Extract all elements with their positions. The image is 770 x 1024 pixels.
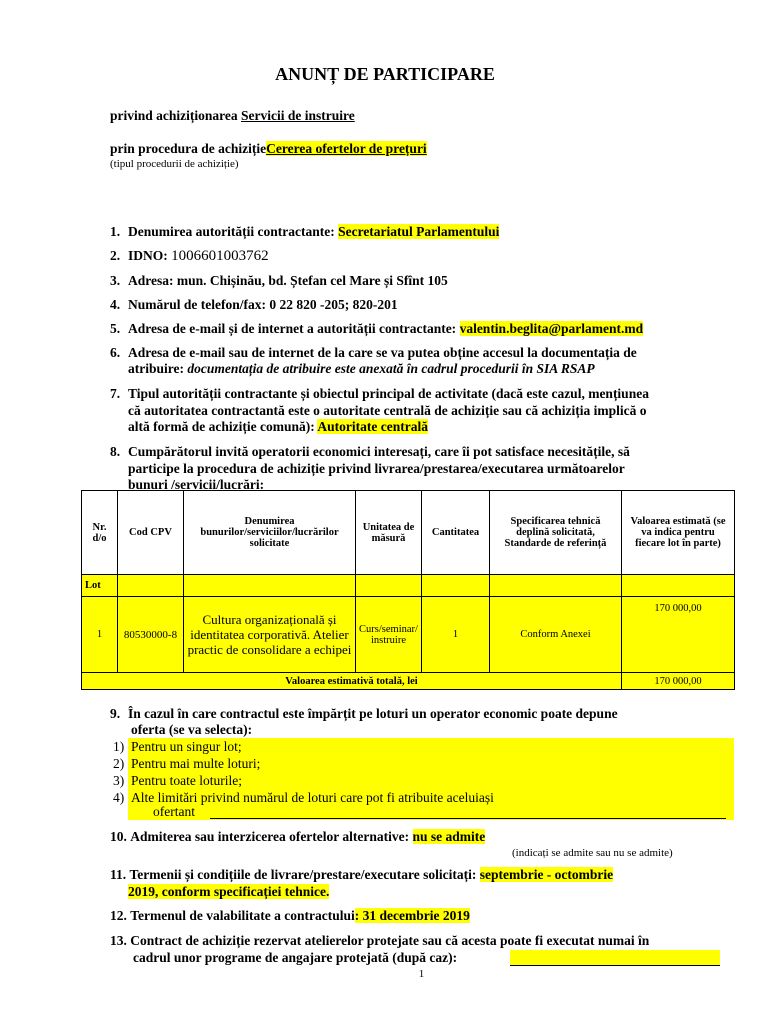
total-row — [82, 673, 735, 690]
item-6-line-2 — [128, 361, 595, 377]
item-8-line-1: 8. Cumpărătorul invită operatorii economici interesați, care îi pot satisface necesitățile, să — [110, 444, 630, 459]
item-8-line-2: participe la procedura de achiziție privind livrarea/prestarea/executarea următoarelor — [128, 461, 625, 476]
item-12-label: Termenul de valabilitate a contractului — [130, 908, 355, 923]
documentation-access: documentația de atribuire este anexată în cadrul procedurii în SIA RSAP — [187, 361, 595, 376]
item-7-text-1: Tipul autorității contractante și obiectul principal de activitate (dacă este cazul, mențiunea — [128, 386, 649, 401]
option-4-blank-line — [210, 818, 726, 819]
procedure-type-note: (tipul procedurii de achiziție) — [110, 158, 239, 170]
total-value: 170 000,00 — [622, 673, 735, 690]
intro-label-1: privind achiziționarea — [110, 108, 238, 123]
row-cpv: 80530000-8 — [118, 597, 184, 673]
total-label: Valoarea estimativă totală, lei — [82, 673, 622, 690]
header-cpv: Cod CPV — [118, 491, 184, 575]
item-11-line-1: 11. Termenii și condițiile de livrare/prestare/executare solicitați: septembrie - octombrie — [110, 867, 614, 882]
item-10-note: (indicați se admite sau nu se admite) — [512, 847, 673, 859]
item-8-line-3: bunuri /servicii/lucrări: — [128, 477, 265, 492]
item-13-line-1: 13. Contract de achiziție rezervat atelierelor protejate sau că acesta poate fi executat numai în — [110, 933, 650, 948]
table-header-row — [82, 491, 735, 575]
lot-option-1[interactable]: 1) Pentru un singur lot; — [113, 739, 242, 754]
item-2-label: IDNO: — [128, 248, 168, 263]
item-10: 10. Admiterea sau interzicerea ofertelor alternative: nu se admite — [110, 829, 486, 844]
procurement-table — [81, 490, 735, 690]
item-5: 5. Adresa de e-mail și de internet a autorității contractante: valentin.beglita@parlament.md — [110, 321, 644, 336]
item-9-text-1: În cazul în care contractul este împărțit pe loturi un operator economic poate depune — [128, 706, 618, 721]
procedure-type: Cererea ofertelor de prețuri — [266, 141, 427, 156]
intro-line-2 — [110, 141, 427, 157]
header-name: Denumirea bunurilor/serviciilor/lucrărilor solicitate — [184, 491, 356, 575]
item-9-line-1: 9. În cazul în care contractul este împărțit pe loturi un operator economic poate depune — [110, 706, 618, 721]
lot-option-2[interactable]: 2) Pentru mai multe loturi; — [113, 756, 261, 771]
authority-name: Secretariatul Parlamentului — [338, 224, 500, 239]
header-value: Valoarea estimată (se va indica pentru fiecare lot în parte) — [622, 491, 735, 575]
item-3: 3. Adresa: mun. Chișinău, bd. Ștefan cel Mare și Sfînt 105 — [110, 273, 448, 288]
idno-value: 1006601003762 — [171, 248, 269, 264]
row-value: 170 000,00 — [622, 597, 735, 673]
item-13-line-2: cadrul unor programe de angajare protejată (după caz): — [133, 950, 458, 965]
item-6-line-1: 6. Adresa de e-mail sau de internet de la care se va putea obține accesul la documentația de — [110, 345, 637, 360]
item-5-label: Adresa de e-mail și de internet a autorității contractante: — [128, 321, 457, 336]
item-1: 1. Denumirea autorității contractante: Secretariatul Parlamentului — [110, 224, 500, 239]
header-unit: Unitatea de măsură — [356, 491, 422, 575]
row-nr: 1 — [82, 597, 118, 673]
delivery-term-1: septembrie - octombrie — [479, 867, 614, 882]
item-9-line-2: oferta (se va selecta): — [131, 722, 253, 737]
procurement-object: Servicii de instruire — [241, 108, 355, 123]
item-13-blank — [510, 950, 720, 966]
row-spec: Conform Anexei — [490, 597, 622, 673]
item-6-label: atribuire: — [128, 361, 184, 376]
address: Adresa: mun. Chișinău, bd. Ștefan cel Mare și Sfînt 105 — [128, 273, 448, 288]
row-name: Cultura organizațională și identitatea corporativă. Atelier practic de consolidare a echipei — [184, 597, 356, 673]
page-number: 1 — [418, 968, 425, 980]
contract-validity: : 31 decembrie 2019 — [354, 908, 470, 923]
delivery-term-2: 2019, conform specificației tehnice. — [128, 884, 330, 899]
item-11-label: Termenii și condițiile de livrare/prestare/executare solicitați: — [129, 867, 477, 882]
header-nr: Nr. d/o — [82, 491, 118, 575]
intro-label-2: prin procedura de achiziție — [110, 141, 267, 156]
table-row — [82, 597, 735, 673]
item-4: 4. Numărul de telefon/fax: 0 22 820 -205; 820-201 — [110, 297, 398, 312]
row-qty: 1 — [422, 597, 490, 673]
header-qty: Cantitatea — [422, 491, 490, 575]
item-13-text-1: Contract de achiziție rezervat atelierelor protejate sau că acesta poate fi executat numai în — [130, 933, 650, 948]
item-10-label: Admiterea sau interzicerea ofertelor alternative: — [130, 829, 410, 844]
email-link[interactable]: valentin.beglita@parlament.md — [459, 321, 644, 336]
page-title: ANUNȚ DE PARTICIPARE — [275, 64, 495, 84]
lot-row — [82, 575, 735, 597]
lot-option-3[interactable]: 3) Pentru toate loturile; — [113, 773, 242, 788]
alternative-offers-value: nu se admite — [412, 829, 486, 844]
lot-option-4[interactable]: 4) Alte limitări privind numărul de loturi care pot fi atribuite aceluiași — [113, 790, 494, 805]
item-2: 2. IDNO: 1006601003762 — [110, 248, 269, 264]
item-12: 12. Termenul de valabilitate a contractului: 31 decembrie 2019 — [110, 908, 470, 923]
header-spec: Specificarea tehnică deplină solicitată, Standarde de referință — [490, 491, 622, 575]
item-1-label: Denumirea autorității contractante: — [128, 224, 335, 239]
item-7-line-2: că autoritatea contractantă este o autoritate centrală de achiziție sau că achiziția implică o — [128, 403, 647, 418]
item-8-text-1: Cumpărătorul invită operatorii economici interesați, care îi pot satisface necesitățile, să — [128, 444, 630, 459]
phone-fax: Numărul de telefon/fax: 0 22 820 -205; 820-201 — [128, 297, 398, 312]
item-7-line-1: 7. Tipul autorității contractante și obiectul principal de activitate (dacă este cazul, mențiunea — [110, 386, 649, 401]
item-7-line-3 — [128, 419, 428, 435]
lot-label: Lot — [82, 575, 118, 597]
row-unit: Curs/seminar/instruire — [356, 597, 422, 673]
item-6-text: Adresa de e-mail sau de internet de la care se va putea obține accesul la documentația de — [128, 345, 637, 360]
item-7-label: altă formă de achiziție comună): — [128, 419, 315, 434]
authority-type: Autoritate centrală — [317, 419, 428, 434]
lot-option-4-cont: ofertant — [153, 804, 195, 819]
item-11-line-2 — [128, 884, 329, 900]
intro-line-1 — [110, 108, 355, 124]
